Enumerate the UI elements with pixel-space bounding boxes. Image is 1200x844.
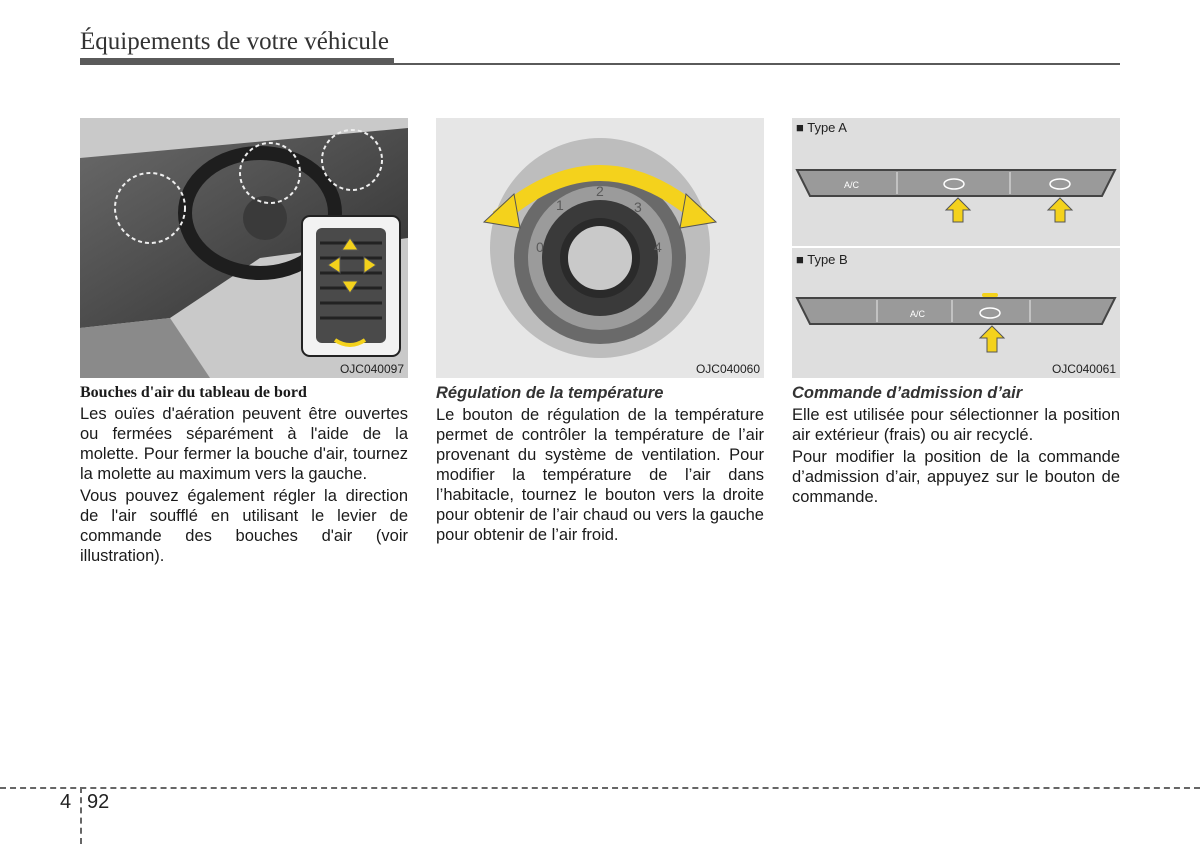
dial-mark-0: 0	[536, 239, 544, 255]
footer-rule	[0, 787, 1200, 789]
air-intake-figure	[792, 118, 1120, 378]
dial-mark-4: 4	[654, 239, 662, 255]
dial-mark-1: 1	[556, 197, 564, 213]
paragraph: Vous pouvez également régler la direction de l'air soufflé en utilisant le levier de commande des bouches d'air (voir illustration).	[80, 487, 408, 565]
temperature-section	[436, 384, 764, 547]
page-number: 92	[87, 791, 110, 813]
dial-mark-3: 3	[634, 199, 642, 215]
type-a-label: ■ Type A	[796, 120, 847, 135]
temperature-dial-illustration	[436, 118, 764, 378]
page-header-title: Équipements de votre véhicule	[80, 28, 389, 55]
ac-label-b: A/C	[910, 309, 926, 319]
paragraph: Elle est utilisée pour sélectionner la position air extérieur (frais) ou air recyclé.	[792, 406, 1120, 444]
paragraph: Le bouton de régulation de la température permet de contrôler la température de l’air provenant du système de ventilation. Pour modifier la température de l’air dans l’habitacle, tournez le bouton vers la droite pour obtenir de l’air chaud ou vers la gauche pour obtenir de l’air froid.	[436, 406, 764, 544]
temperature-dial-figure	[436, 118, 764, 378]
footer-divider	[80, 787, 82, 844]
air-intake-section	[792, 384, 1120, 509]
dashboard-illustration	[80, 118, 408, 378]
dial-mark-2: 2	[596, 183, 604, 199]
type-b-label: ■ Type B	[796, 252, 848, 267]
paragraph: Pour modifier la position de la commande d’admission d’air, appuyez sur le bouton de commande.	[792, 448, 1120, 506]
control-panel-illustration	[792, 118, 1120, 378]
figure-code: OJC040060	[695, 362, 760, 376]
paragraph: Les ouïes d'aération peuvent être ouvertes ou fermées séparément à l'aide de la molette. Pour fermer la bouche d'air, tournez la molette au maximum vers la gauche.	[80, 405, 408, 483]
vents-section	[80, 384, 408, 568]
header-rule	[80, 63, 1120, 65]
ac-label-a: A/C	[844, 180, 860, 190]
section-title: Bouches d'air du tableau de bord	[80, 384, 307, 401]
section-title: Commande d’admission d’air	[792, 384, 1023, 402]
dashboard-vents-figure	[80, 118, 408, 378]
chapter-number: 4	[60, 791, 72, 813]
figure-code: OJC040097	[339, 362, 404, 376]
section-title: Régulation de la température	[436, 384, 664, 402]
figure-code: OJC040061	[1051, 362, 1116, 376]
